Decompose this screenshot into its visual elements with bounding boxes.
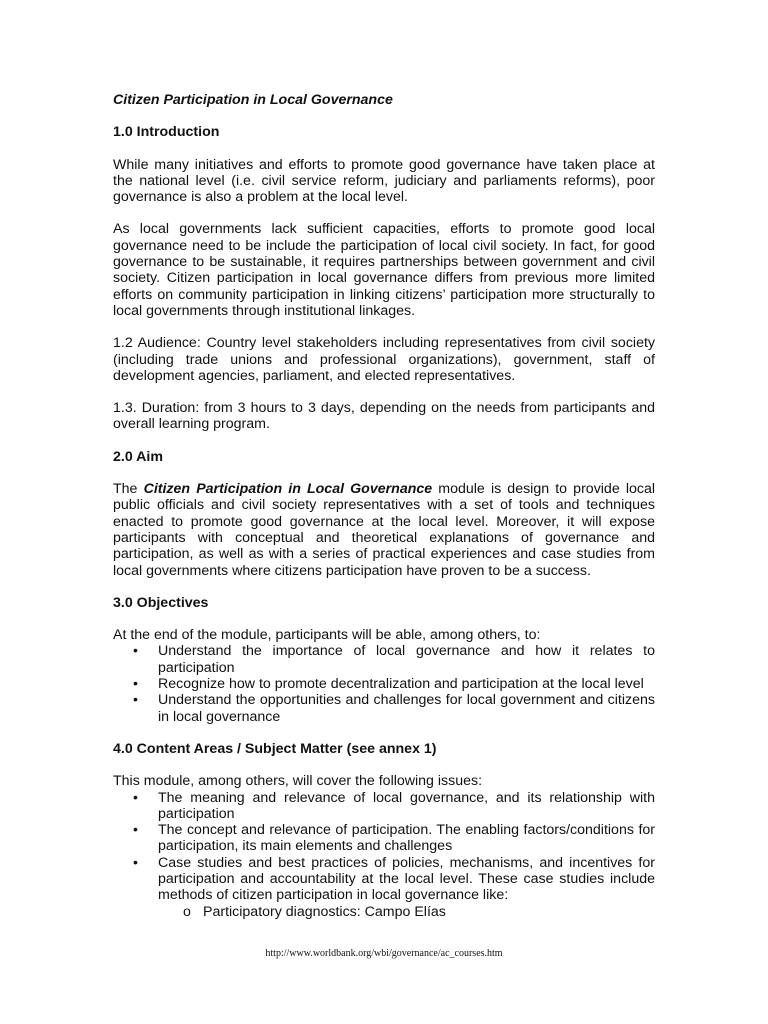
content-areas-heading: 4.0 Content Areas / Subject Matter (see annex 1) bbox=[113, 740, 437, 757]
page-footer bbox=[0, 946, 768, 962]
aim-prefix: The bbox=[113, 481, 144, 498]
bullet-icon: • bbox=[133, 676, 138, 693]
document-title: Citizen Participation in Local Governance bbox=[113, 92, 393, 108]
list-item-text: Understand the opportunities and challenges for local government and citizens in local governance bbox=[158, 692, 655, 725]
list-item bbox=[113, 790, 655, 823]
aim-module-name: Citizen Participation in Local Governance bbox=[143, 481, 433, 498]
list-item-text: Case studies and best practices of policies, mechanisms, and incentives for participation and accountability at the local level. These case studies include methods of citizen participation in local governance like: bbox=[158, 854, 655, 904]
bullet-icon: • bbox=[133, 854, 138, 871]
intro-paragraph-2: As local governments lack sufficient capacities, efforts to promote good local governance need to be include the participation of local civil society. In fact, for good governance to be sustainable, it requires partnerships between government and civil society. Citizen participation in local governance differs from previous more limited efforts on community participation in linking citizens’ participation more structurally to local governments through institutional linkages. bbox=[113, 221, 655, 319]
aim-paragraph bbox=[113, 481, 655, 579]
sub-list-item-text: Participatory diagnostics: Campo Elías bbox=[203, 903, 446, 920]
intro-heading: 1.0 Introduction bbox=[113, 124, 220, 141]
list-item-text: Recognize how to promote decentralization and participation at the local level bbox=[158, 676, 644, 693]
list-item bbox=[113, 643, 655, 676]
hollow-bullet-icon: o bbox=[183, 903, 191, 920]
aim-heading: 2.0 Aim bbox=[113, 448, 163, 465]
objectives-heading: 3.0 Objectives bbox=[113, 594, 209, 611]
objectives-intro: At the end of the module, participants will be able, among others, to: bbox=[113, 627, 541, 644]
content-intro: This module, among others, will cover the following issues: bbox=[113, 773, 483, 790]
list-item bbox=[113, 692, 655, 725]
audience-paragraph: 1.2 Audience: Country level stakeholders including representatives from civil society (including trade unions and professional organizations), government, staff of development agencies, parliament, and elected representatives. bbox=[113, 335, 655, 384]
bullet-icon: • bbox=[133, 692, 138, 709]
list-item bbox=[113, 822, 655, 855]
intro-paragraph-1: While many initiatives and efforts to promote good governance have taken place at the national level (i.e. civil service reform, judiciary and parliaments reforms), poor governance is also a problem at the local level. bbox=[113, 156, 655, 206]
duration-paragraph: 1.3. Duration: from 3 hours to 3 days, depending on the needs from participants and overall learning program. bbox=[113, 400, 655, 433]
document-body bbox=[113, 92, 655, 920]
list-item bbox=[113, 855, 655, 904]
content-list bbox=[113, 790, 655, 904]
content-sub-list bbox=[113, 904, 655, 920]
list-item bbox=[113, 676, 655, 692]
objectives-list bbox=[113, 643, 655, 724]
list-item-text: The concept and relevance of participation. The enabling factors/conditions for participation, its main elements and challenges bbox=[158, 822, 655, 855]
footer-url-link[interactable]: http://www.worldbank.org/wbi/governance/ac_courses.htm bbox=[265, 948, 503, 959]
aim-text: module is design to provide local public officials and civil society representatives with a set of tools and techniques enacted to promote good governance at the local level. Moreover, it will expose participants with conceptual and theoretical explanations of governance and participation, as well as with a series of practical experiences and case studies from local governments where citizens participation have proven to be a success. bbox=[113, 481, 656, 579]
bullet-icon: • bbox=[133, 822, 138, 839]
list-item-text: The meaning and relevance of local governance, and its relationship with participation bbox=[158, 789, 655, 822]
list-item-text: Understand the importance of local governance and how it relates to participation bbox=[158, 643, 655, 676]
bullet-icon: • bbox=[133, 643, 138, 660]
bullet-icon: • bbox=[133, 789, 138, 806]
sub-list-item bbox=[113, 904, 655, 920]
